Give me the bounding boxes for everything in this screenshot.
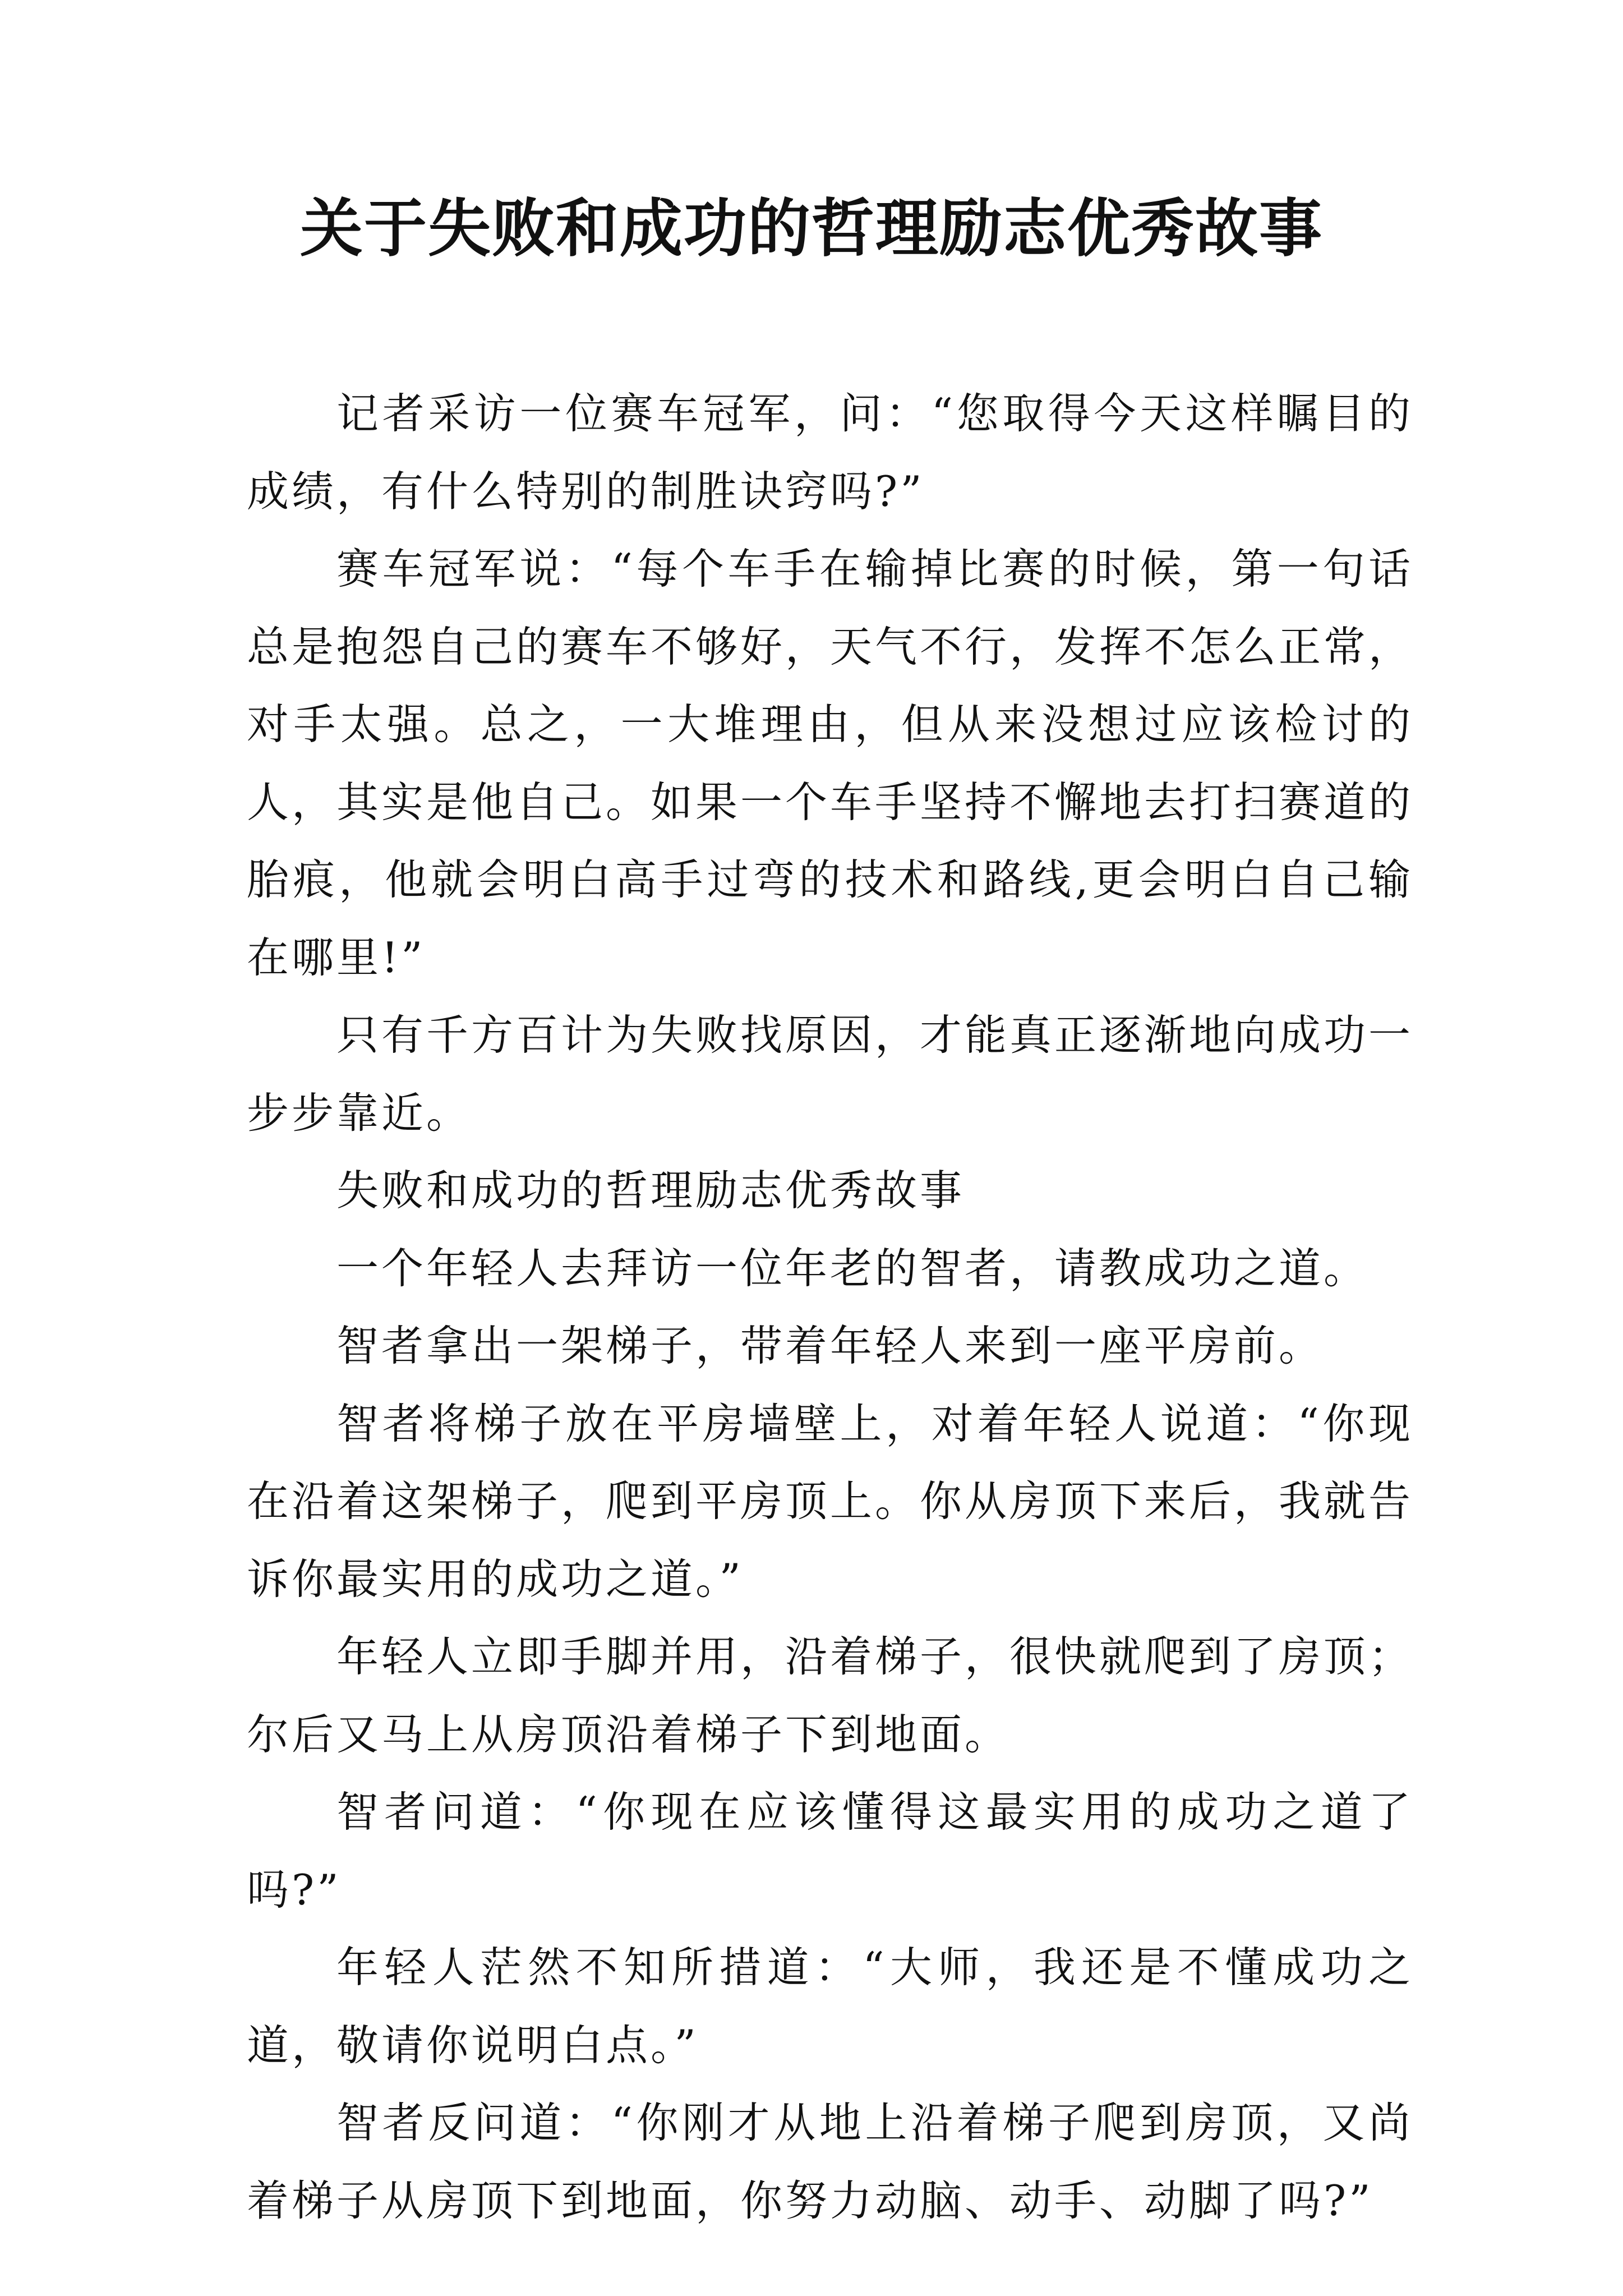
paragraph-9: 智者问道：“你现在应该懂得这最实用的成功之道了吗?” <box>247 1787 1413 1915</box>
paragraph-6: 智者拿出一架梯子，带着年轻人来到一座平房前。 <box>336 1321 1324 1370</box>
paragraph-10: 年轻人茫然不知所措道：“大师，我还是不懂成功之道，敬请你说明白点。” <box>247 1943 1413 2070</box>
paragraph-2: 赛车冠军说：“每个车手在输掉比赛的时候，第一句话总是抱怨自己的赛车不够好，天气不行，发挥不怎么正常，对手太强。总之，一大堆理由，但从来没想过应该检讨的人，其实是他自己。如果一个车手坚持不懈地去打扫赛道的胎痕，他就会明白高手过弯的技术和路线,更会明白自己输在哪里!” <box>247 544 1414 982</box>
document-body <box>247 375 1413 2239</box>
paragraph-1: 记者采访一位赛车冠军，问：“您取得今天这样瞩目的成绩，有什么特别的制胜诀窍吗?” <box>247 389 1413 516</box>
document-title: 关于失败和成功的哲理励志优秀故事 <box>300 192 1323 265</box>
paragraph-3: 只有千方百计为失败找原因，才能真正逐渐地向成功一步步靠近。 <box>247 1010 1414 1138</box>
section-heading: 失败和成功的哲理励志优秀故事 <box>336 1166 965 1215</box>
paragraph-11: 智者反问道：“你刚才从地上沿着梯子爬到房顶，又尚着梯子从房顶下到地面，你努力动脑、动手、动脚了吗?” <box>247 2098 1413 2225</box>
paragraph-5: 一个年轻人去拜访一位年老的智者，请教成功之道。 <box>336 1243 1369 1293</box>
paragraph-8: 年轻人立即手脚并用，沿着梯子，很快就爬到了房顶；尔后又马上从房顶沿着梯子下到地面。 <box>247 1632 1414 1759</box>
paragraph-7: 智者将梯子放在平房墙壁上，对着年轻人说道：“你现在沿着这架梯子，爬到平房顶上。你从房顶下来后，我就告诉你最实用的成功之道。” <box>247 1398 1414 1604</box>
